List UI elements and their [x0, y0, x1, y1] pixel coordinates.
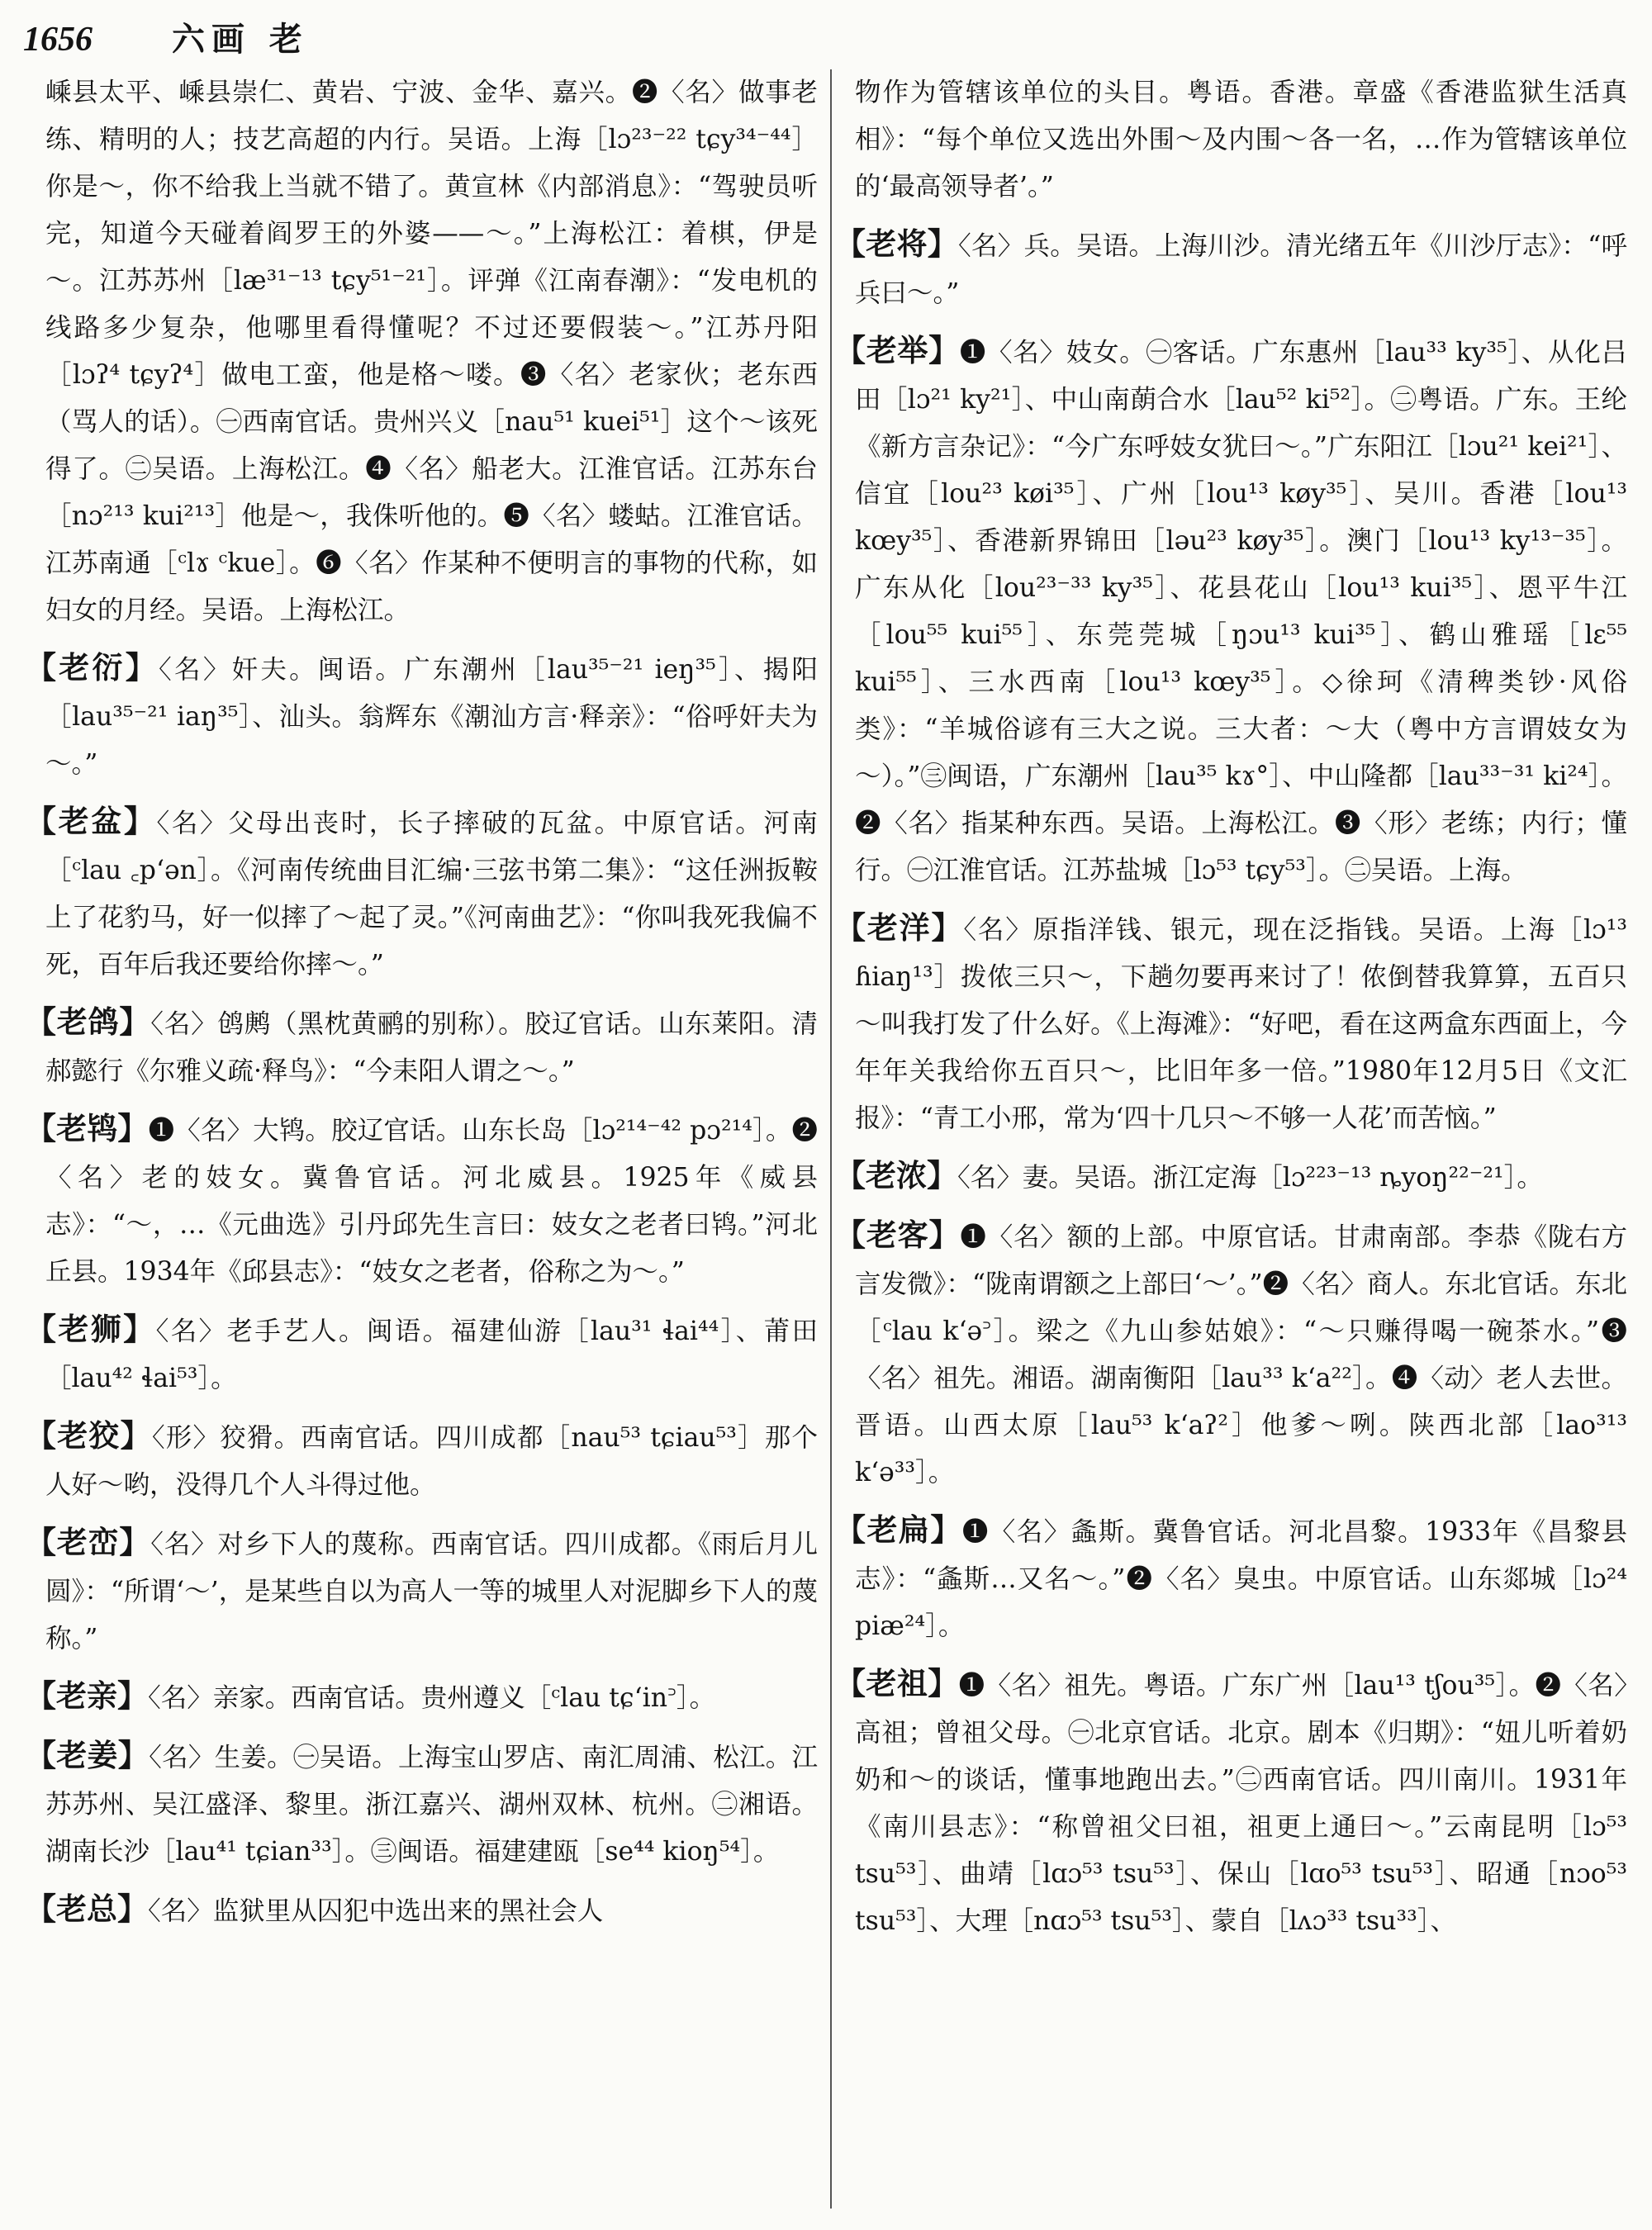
- dictionary-entry: [26, 1519, 818, 1663]
- entry-headword: 【老总】: [26, 1891, 148, 1927]
- entry-headword: 【老峦】: [26, 1524, 151, 1560]
- dictionary-entry: [26, 798, 818, 989]
- entry-definition: 〈名〉监狱里从囚犯中选出来的黑社会人: [148, 1896, 604, 1926]
- entry-headword: 【老祖】: [835, 1665, 959, 1701]
- entry-headword: 【老洋】: [835, 909, 964, 946]
- entry-headword: 【老姜】: [26, 1737, 150, 1773]
- dictionary-entry: [835, 1152, 1627, 1202]
- dictionary-entry: [835, 1212, 1627, 1497]
- entry-definition: ❶〈名〉妓女。㊀客话。广东惠州［lau³³ ky³⁵］、从化吕田［lɔ²¹ ky²¹］、中山南蓢合水［lau⁵² ki⁵²］。㊁粤语。广东。王纶《新方言杂记》：“今广东呼妓女犹曰～。”广东阳江［lɔu²¹ kei²¹］、信宜［lou²³ køi³⁵］、广州［lou¹³ køy³⁵］、吴川。香港［lou¹³ kœy³⁵］、香港新界锦田［ləu²³ køy³⁵］。澳门［lou¹³ ky¹³⁻³⁵］。广东从化［lou²³⁻³³ ky³⁵］、花县花山［lou¹³ kui³⁵］、恩平牛江［lou⁵⁵ kui⁵⁵］、东莞莞城［ŋɔu¹³ kui³⁵］、鹤山雅瑶［lɛ⁵⁵ kui⁵⁵］、三水西南［lou¹³ kœy³⁵］。◇徐珂《清稗类钞·风俗类》：“羊城俗谚有三大之说。三大者：～大（粤中方言谓妓女为～）。”㊂闽语，广东潮州［lau³⁵ kɤ°］、中山隆都［lau³³⁻³¹ ki²⁴］。❷〈名〉指某种东西。吴语。上海松江。❸〈形〉老练；内行；懂行。㊀江淮官话。江苏盐城［lɔ⁵³ tɕy⁵³］。㊁吴语。上海。: [855, 338, 1627, 885]
- entry-definition: 〈名〉亲家。西南官话。贵州遵义［ᶜlau tɕʻin꜄］。: [148, 1683, 716, 1713]
- dictionary-entry: [835, 1506, 1628, 1650]
- entry-headword: 【老浓】: [835, 1157, 957, 1193]
- entry-definition: 〈名〉对乡下人的蔑称。西南官话。四川成都。《雨后月儿圆》：“所谓‘～’，是某些自以为高人一等的城里人对泥脚乡下人的蔑称。”: [45, 1530, 818, 1654]
- entry-headword: 【老客】: [835, 1217, 961, 1253]
- entry-definition: 〈名〉鸧鹒（黑枕黄鹂的别称）。胶辽官话。山东莱阳。清郝懿行《尔雅义疏·释鸟》：“今耒阳人谓之～。”: [45, 1009, 818, 1086]
- dictionary-entry: [835, 221, 1628, 317]
- entry-headword: 【老扁】: [835, 1511, 962, 1548]
- entry-headword: 【老盆】: [26, 803, 157, 839]
- dictionary-entry: [26, 1732, 818, 1876]
- entry-headword: 【老狮】: [26, 1311, 156, 1347]
- entry-headword: 【老亲】: [26, 1677, 148, 1714]
- entry-continuation: [45, 69, 818, 634]
- entry-headword: 【老鸨】: [26, 1110, 149, 1146]
- entry-definition: 物作为管辖该单位的头目。粤语。香港。章盛《香港监狱生活真相》：“每个单位又选出外围～及内围～各一名，…作为管辖该单位的‘最高领导者’。”: [855, 78, 1627, 202]
- running-head: 六画 老: [172, 20, 309, 59]
- page-number: 1656: [23, 21, 93, 59]
- entry-definition: ❶〈名〉大鸨。胶辽官话。山东长岛［lɔ²¹⁴⁻⁴² pɔ²¹⁴］。❷〈名〉老的妓女。冀鲁官话。河北威县。1925年《威县志》：“～，…《元曲选》引丹邱先生言曰：妓女之老者曰鸨。”河北丘县。1934年《邱县志》：“妓女之老者，俗称之为～。”: [45, 1116, 819, 1287]
- entry-definition: 嵊县太平、嵊县崇仁、黄岩、宁波、金华、嘉兴。❷〈名〉做事老练、精明的人；技艺高超的内行。吴语。上海［lɔ²³⁻²² tɕy³⁴⁻⁴⁴］你是～，你不给我上当就不错了。黄宣林《内部消息》：“驾驶员听完，知道今天碰着阎罗王的外婆——～。”上海松江：着棋，伊是～。江苏苏州［læ³¹⁻¹³ tɕy⁵¹⁻²¹］。评弹《江南春潮》：“发电机的线路多少复杂，他哪里看得懂呢？不过还要假装～。”江苏丹阳［lɔʔ⁴ tɕyʔ⁴］做电工蛮，他是格～喽。❸〈名〉老家伙；老东西（骂人的话）。㊀西南官话。贵州兴义［nau⁵¹ kuei⁵¹］这个～该死得了。㊁吴语。上海松江。❹〈名〉船老大。江淮官话。江苏东台［nɔ²¹³ kui²¹³］他是～，我侏听他的。❺〈名〉蝼蛄。江淮官话。江苏南通［ᶜlɤ ᶜkue］。❻〈名〉作某种不便明言的事物的代称，如妇女的月经。吴语。上海松江。: [45, 78, 818, 625]
- column-divider: [830, 69, 832, 2209]
- entry-headword: 【老鸽】: [26, 1004, 151, 1040]
- dictionary-entry: [26, 644, 819, 788]
- page-header: [23, 15, 1626, 73]
- entry-definition: 〈名〉生姜。㊀吴语。上海宝山罗店、南汇周浦、松江。江苏苏州、吴江盛泽、黎里。浙江嘉兴、湖州双林、杭州。㊁湘语。湖南长沙［lau⁴¹ tɕian³³］。㊂闽语。福建建瓯［se⁴⁴ kioŋ⁵⁴］。: [45, 1743, 818, 1867]
- entry-definition: 〈名〉原指洋钱、银元，现在泛指钱。吴语。上海［lɔ¹³ ɦiaŋ¹³］拨侬三只～，下趟勿要再来讨了！侬倒替我算算，五百只～叫我打发了什么好。《上海滩》：“好吧，看在这两盒东西面上，今年年关我给你五百只～，比旧年多一倍。”1980年12月5日《文汇报》：“青工小邢，常为‘四十几只～不够一人花’而苦恼。”: [855, 915, 1628, 1133]
- entry-definition: 〈名〉老手艺人。闽语。福建仙游［lau³¹ ɬai⁴⁴］、莆田［lau⁴² ɬai⁵³］。: [45, 1317, 819, 1393]
- dictionary-entry: [26, 1672, 818, 1722]
- entry-definition: 〈形〉狡猾。西南官话。四川成都［nau⁵³ tɕiau⁵³］那个人好～哟，没得几个人斗得过他。: [45, 1423, 819, 1500]
- entry-definition: ❶〈名〉螽斯。冀鲁官话。河北昌黎。1933年《昌黎县志》：“螽斯…又名～。”❷〈名〉臭虫。中原官话。山东郯城［lɔ²⁴ piæ²⁴］。: [855, 1517, 1628, 1641]
- dictionary-entry: [26, 1886, 818, 1935]
- entry-headword: 【老狡】: [26, 1417, 152, 1454]
- dictionary-entry: [26, 1412, 819, 1509]
- dictionary-entry: [835, 1660, 1627, 1945]
- dictionary-entry: [835, 904, 1628, 1142]
- left-column: [26, 69, 819, 2217]
- entry-definition: ❶〈名〉祖先。粤语。广东广州［lau¹³ tʃou³⁵］。❷〈名〉高祖；曾祖父母。㊀北京官话。北京。剧本《归期》：“妞儿听着奶奶和～的谈话，懂事地跑出去。”㊁西南官话。四川南川。1931年《南川县志》：“称曾祖父曰祖，祖更上通曰～。”云南昆明［lɔ⁵³ tsu⁵³］、曲靖［lɑɔ⁵³ tsu⁵³］、保山［lɑo⁵³ tsu⁵³］、昭通［nɔo⁵³ tsu⁵³］、大理［nɑɔ⁵³ tsu⁵³］、蒙自［lʌɔ³³ tsu³³］、: [855, 1671, 1627, 1936]
- dictionary-entry: [835, 327, 1627, 894]
- entry-headword: 【老衍】: [26, 649, 159, 686]
- entry-headword: 【老举】: [835, 332, 960, 368]
- entry-definition: 〈名〉兵。吴语。上海川沙。清光绪五年《川沙厅志》：“呼兵曰～。”: [855, 231, 1628, 308]
- entry-definition: 〈名〉妻。吴语。浙江定海［lɔ²²³⁻¹³ ȵyoŋ²²⁻²¹］。: [957, 1163, 1543, 1193]
- entry-continuation: [855, 69, 1627, 211]
- dictionary-entry: [26, 999, 818, 1095]
- entry-definition: 〈名〉奸夫。闽语。广东潮州［lau³⁵⁻²¹ ieŋ³⁵］、揭阳［lau³⁵⁻²¹ iaŋ³⁵］、汕头。翁辉东《潮汕方言·释亲》：“俗呼奸夫为～。”: [45, 655, 819, 779]
- entry-headword: 【老将】: [835, 225, 958, 262]
- right-column: [835, 69, 1628, 2217]
- dictionary-entry: [26, 1105, 819, 1296]
- entry-definition: 〈名〉父母出丧时，长子摔破的瓦盆。中原官话。河南［ᶜlau ꜀pʻən］。《河南传统曲目汇编·三弦书第二集》：“这任洲扳鞍上了花豹马，好一似摔了～起了灵。”《河南曲艺》：“你叫我死我偏不死，百年后我还要给你摔～。”: [45, 809, 818, 980]
- dictionary-entry: [26, 1306, 819, 1402]
- entry-definition: ❶〈名〉额的上部。中原官话。甘肃南部。李恭《陇右方言发微》：“陇南谓额之上部曰‘～’。”❷〈名〉商人。东北官话。东北［ᶜlau kʻə꜄］。梁之《九山参姑娘》：“～只赚得喝一碗茶水。”❸〈名〉祖先。湘语。湖南衡阳［lau³³ kʻa²²］。❹〈动〉老人去世。晋语。山西太原［lau⁵³ kʻaʔ²］他爹～咧。陕西北部［lao³¹³ kʻə³³］。: [855, 1222, 1627, 1487]
